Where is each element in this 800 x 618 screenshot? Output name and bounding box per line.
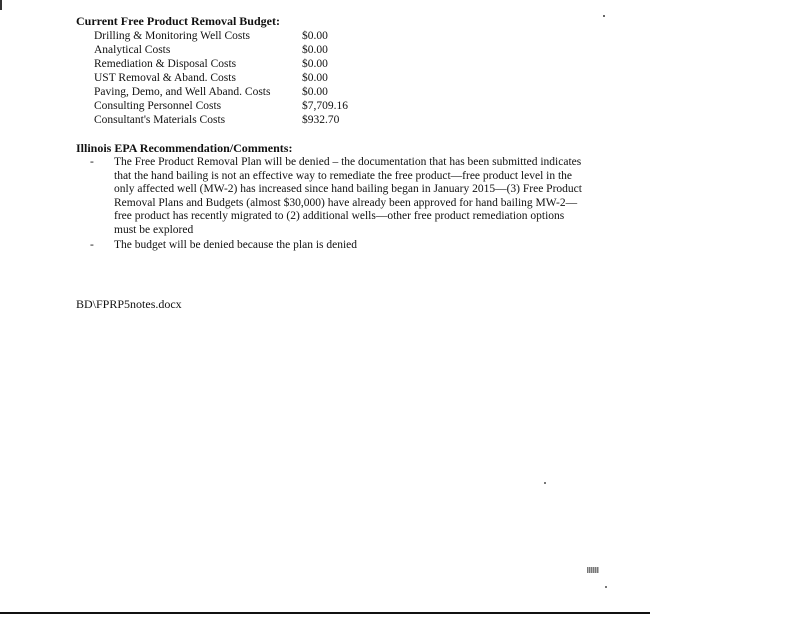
scan-speck [603, 15, 605, 17]
cost-amount: $0.00 [302, 86, 328, 98]
table-row [94, 113, 382, 127]
cost-label: Consulting Personnel Costs [94, 100, 222, 112]
cost-label: UST Removal & Aband. Costs [94, 72, 236, 84]
scan-artifact [587, 567, 599, 573]
cost-label: Paving, Demo, and Well Aband. Costs [94, 86, 271, 98]
cost-amount: $0.00 [302, 72, 328, 84]
table-row [94, 57, 382, 71]
cost-label: Remediation & Disposal Costs [94, 58, 237, 70]
epa-comments-heading: Illinois EPA Recommendation/Comments: [76, 141, 293, 155]
list-item [88, 239, 588, 253]
bullet-dash: - [90, 238, 94, 251]
table-row [94, 71, 382, 85]
comment-text: The budget will be denied because the plan is denied [114, 238, 358, 251]
cost-label: Consultant's Materials Costs [94, 114, 226, 126]
bullet-dash: - [90, 156, 94, 168]
list-item [88, 156, 588, 238]
page-edge-rule [0, 612, 650, 614]
cost-amount: $0.00 [302, 58, 328, 70]
cost-label: Drilling & Monitoring Well Costs [94, 30, 251, 42]
cost-amount: $7,709.16 [302, 100, 348, 112]
table-row [94, 85, 382, 99]
cost-amount: $0.00 [302, 44, 328, 56]
cost-amount: $932.70 [302, 114, 340, 126]
budget-table [94, 29, 382, 127]
scan-speck [605, 586, 607, 588]
comment-list [88, 156, 588, 253]
budget-heading: Current Free Product Removal Budget: [76, 14, 280, 28]
scan-speck [544, 482, 546, 484]
scan-speck [0, 0, 2, 10]
table-row [94, 43, 382, 57]
comment-text: The Free Product Removal Plan will be denied – the documentation that has been submitted indicates that the hand bailing is not an effective way to remediate the free product—free product level in the only affected well (MW-2) has increased since hand bailing began in January 2015—(3) Free Product Removal Plans and Budgets (almost $30,000) have already been approved for hand bailing MW-2—free product has recently migrated to (2) additional wells—other free product remediation options must be explored [114, 156, 582, 236]
cost-label: Analytical Costs [94, 44, 171, 56]
cost-amount: $0.00 [302, 30, 328, 42]
file-reference: BD\FPRP5notes.docx [76, 297, 182, 311]
table-row [94, 29, 382, 43]
table-row [94, 99, 382, 113]
